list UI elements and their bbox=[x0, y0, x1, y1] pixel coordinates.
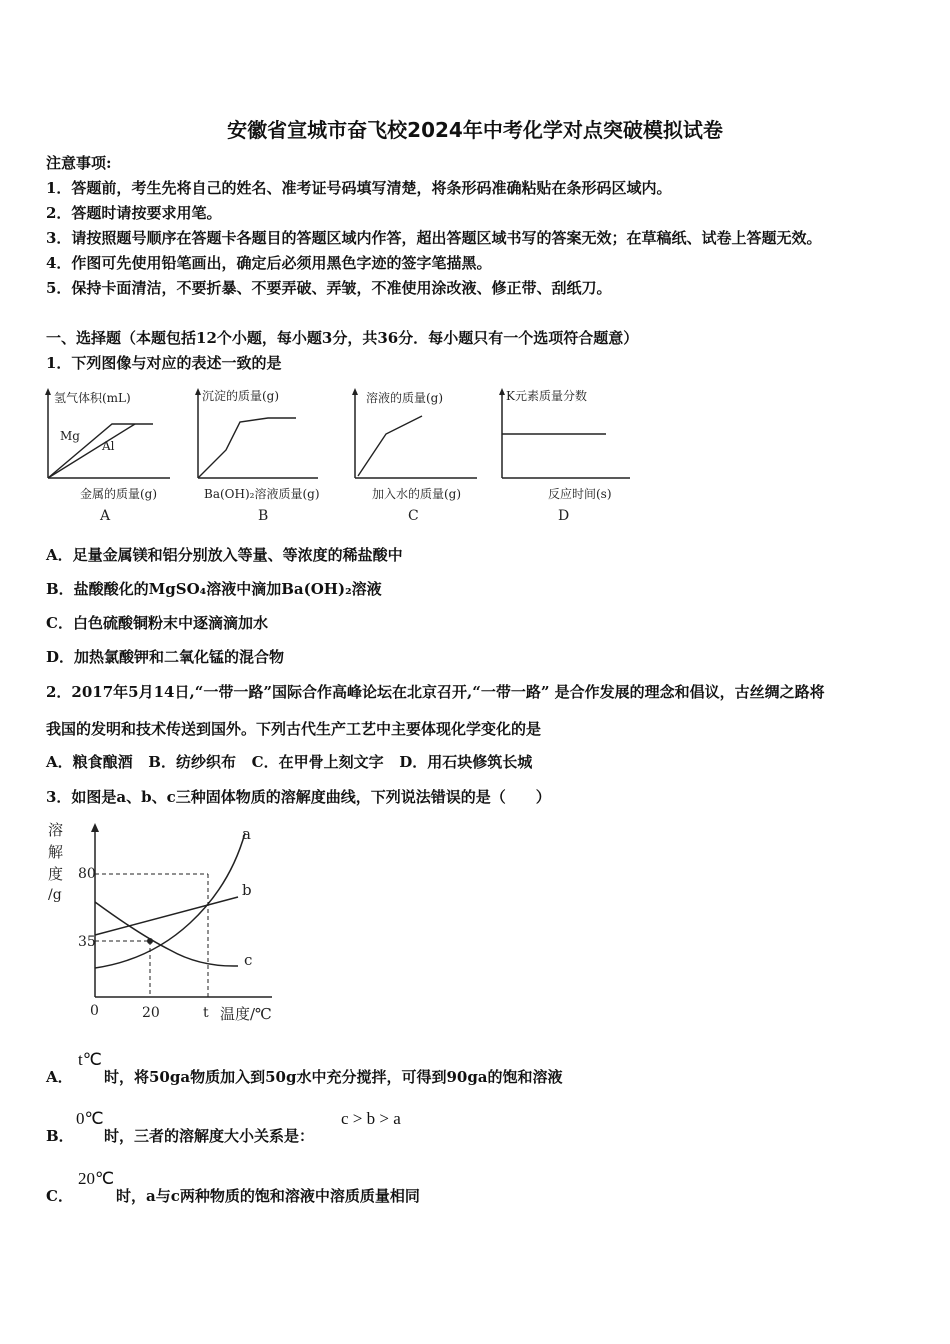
chart-b-ylabel: 沉淀的质量(g) bbox=[202, 389, 280, 403]
q3-solubility-chart bbox=[40, 815, 290, 1030]
chart-a-ylabel: 氢气体积(mL) bbox=[54, 391, 131, 405]
q3-option-b-text: 时，三者的溶解度大小关系是： bbox=[104, 1127, 315, 1145]
chart-d-ylabel: K元素质量分数 bbox=[506, 389, 587, 403]
chart-b bbox=[195, 388, 320, 524]
q3-stem: 3．如图是a、b、c三种固体物质的溶解度曲线，下列说法错误的是（ ） bbox=[46, 788, 551, 806]
chart-a-label: A bbox=[100, 508, 111, 524]
q1-option-b: B．盐酸酸化的MgSO₄溶液中滴加Ba(OH)₂溶液 bbox=[46, 580, 382, 598]
notice-heading: 注意事项: bbox=[46, 154, 112, 172]
chart-c-ylabel: 溶液的质量(g) bbox=[366, 391, 444, 405]
q3-option-a-text: 时，将50ga物质加入到50g水中充分搅拌，可得到90ga的饱和溶液 bbox=[104, 1068, 563, 1086]
page-title: 安徽省宣城市奋飞校2024年中考化学对点突破模拟试卷 bbox=[227, 118, 723, 142]
chart-d bbox=[499, 388, 630, 524]
chart-d-label: D bbox=[558, 508, 570, 524]
notice-item-2: 2．答题时请按要求用笔。 bbox=[46, 204, 222, 222]
q3-option-a-letter: A． bbox=[46, 1068, 73, 1086]
q3-xtick-0: 0 bbox=[90, 1003, 99, 1019]
q1-stem: 1．下列图像与对应的表述一致的是 bbox=[46, 354, 282, 372]
q3-option-c-letter: C． bbox=[46, 1187, 73, 1205]
q3-option-c-condition: 20℃ bbox=[78, 1169, 115, 1188]
q3-option-b-relation: c > b > a bbox=[341, 1109, 401, 1128]
chart-a bbox=[45, 388, 170, 524]
q3-curve-c: c bbox=[244, 951, 253, 969]
chart-a-series-mg: Mg bbox=[60, 429, 80, 443]
q2-stem-line1: 2．2017年5月14日,“一带一路”国际合作高峰论坛在北京召开,“一带一路” 是合作发展的理念和倡议，古丝绸之路将 bbox=[46, 683, 825, 701]
q3-option-b-condition: 0℃ bbox=[76, 1109, 104, 1128]
chart-b-xlabel: Ba(OH)₂溶液质量(g) bbox=[204, 487, 320, 501]
q3-option-a-condition: t℃ bbox=[78, 1050, 102, 1069]
q3-option-c-text: 时，a与c两种物质的饱和溶液中溶质质量相同 bbox=[116, 1187, 420, 1205]
q3-ylabel-2: 解 bbox=[48, 843, 64, 861]
q3-option-b-letter: B． bbox=[46, 1127, 74, 1145]
q3-ytick-35: 35 bbox=[78, 934, 96, 950]
q1-option-a: A．足量金属镁和铝分别放入等量、等浓度的稀盐酸中 bbox=[46, 546, 403, 564]
q3-xlabel: 温度/℃ bbox=[220, 1005, 272, 1023]
q3-xtick-t: t bbox=[203, 1005, 209, 1021]
q3-ylabel-4: /g bbox=[48, 887, 62, 903]
q1-charts bbox=[40, 382, 640, 527]
chart-c bbox=[352, 388, 477, 524]
q3-xtick-20: 20 bbox=[142, 1005, 160, 1021]
q2-stem-line2: 我国的发明和技术传送到国外。下列古代生产工艺中主要体现化学变化的是 bbox=[46, 720, 542, 738]
notice-item-1: 1．答题前，考生先将自己的姓名、准考证号码填写清楚，将条形码准确粘贴在条形码区域内。 bbox=[46, 179, 672, 197]
chart-c-label: C bbox=[408, 508, 419, 524]
q3-curve-a: a bbox=[242, 825, 251, 843]
chart-a-xlabel: 金属的质量(g) bbox=[80, 487, 158, 501]
q1-option-c: C．白色硫酸铜粉末中逐滴滴加水 bbox=[46, 614, 268, 632]
q1-option-d: D．加热氯酸钾和二氧化锰的混合物 bbox=[46, 648, 285, 666]
notice-item-5: 5．保持卡面清洁，不要折暴、不要弄破、弄皱，不准使用涂改液、修正带、刮纸刀。 bbox=[46, 279, 612, 297]
chart-d-xlabel: 反应时间(s) bbox=[548, 487, 612, 501]
q3-ytick-80: 80 bbox=[78, 866, 96, 882]
q3-ylabel-1: 溶 bbox=[48, 821, 64, 839]
q3-ylabel-3: 度 bbox=[48, 865, 64, 883]
chart-b-label: B bbox=[258, 508, 269, 524]
section-heading: 一、选择题（本题包括12个小题，每小题3分，共36分．每小题只有一个选项符合题意） bbox=[46, 329, 639, 347]
q3-curve-b: b bbox=[242, 881, 252, 899]
chart-a-series-al: Al bbox=[102, 439, 115, 453]
notice-item-3: 3．请按照题号顺序在答题卡各题目的答题区域内作答，超出答题区域书写的答案无效；在草稿纸、试卷上答题无效。 bbox=[46, 229, 822, 247]
notice-item-4: 4．作图可先使用铅笔画出，确定后必须用黑色字迹的签字笔描黑。 bbox=[46, 254, 492, 272]
chart-c-xlabel: 加入水的质量(g) bbox=[372, 487, 462, 501]
q2-options: A．粮食酿酒 B．纺纱织布 C．在甲骨上刻文字 D．用石块修筑长城 bbox=[46, 753, 533, 771]
